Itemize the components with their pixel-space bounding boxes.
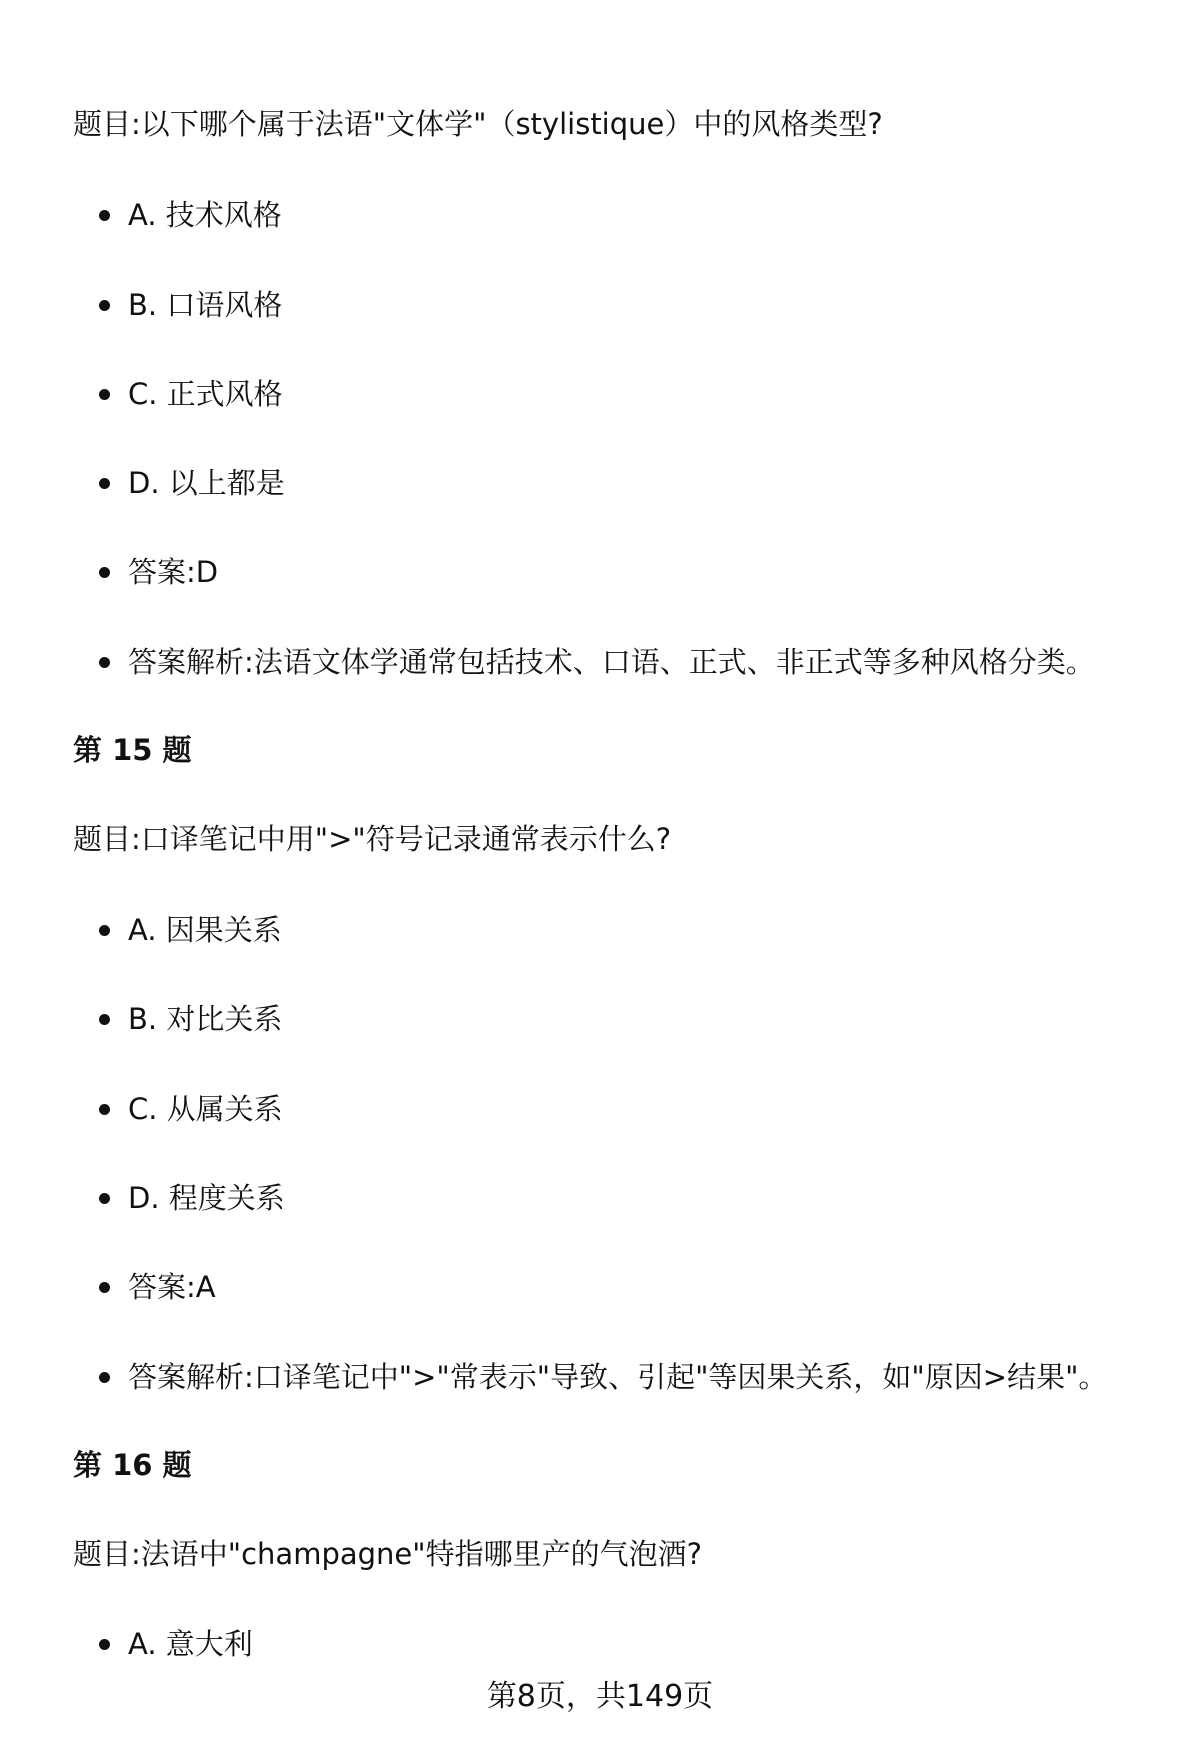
question-heading: 第 15 题 (73, 733, 192, 767)
question-heading: 第 16 题 (73, 1448, 192, 1482)
answer-explanation: 答案解析:法语文体学通常包括技术、口语、正式、非正式等多种风格分类。 (128, 645, 1095, 679)
bullet-icon (99, 1639, 110, 1650)
bullet-icon (99, 210, 110, 221)
option-a: A. 技术风格 (128, 198, 282, 232)
answer: 答案:A (128, 1270, 216, 1304)
bullet-icon (99, 657, 110, 668)
option-a: A. 因果关系 (128, 913, 282, 947)
bullet-icon (99, 478, 110, 489)
bullet-icon (99, 1014, 110, 1025)
bullet-icon (99, 925, 110, 936)
bullet-icon (99, 300, 110, 311)
option-d: D. 程度关系 (128, 1181, 285, 1215)
bullet-icon (99, 1193, 110, 1204)
option-d: D. 以上都是 (128, 466, 285, 500)
answer-explanation: 答案解析:口译笔记中">"常表示"导致、引起"等因果关系，如"原因>结果"。 (128, 1360, 1108, 1394)
answer: 答案:D (128, 555, 219, 589)
question-text: 题目:口译笔记中用">"符号记录通常表示什么? (73, 822, 672, 856)
option-b: B. 口语风格 (128, 288, 283, 322)
bullet-icon (99, 1282, 110, 1293)
question-text: 题目:法语中"champagne"特指哪里产的气泡酒? (73, 1537, 702, 1571)
bullet-icon (99, 1372, 110, 1383)
bullet-icon (99, 1104, 110, 1115)
option-c: C. 从属关系 (128, 1092, 283, 1126)
bullet-icon (99, 389, 110, 400)
bullet-icon (99, 567, 110, 578)
question-text: 题目:以下哪个属于法语"文体学"（stylistique）中的风格类型? (73, 107, 883, 141)
option-b: B. 对比关系 (128, 1002, 283, 1036)
page-indicator: 第8页，共149页 (486, 1679, 714, 1714)
option-c: C. 正式风格 (128, 377, 283, 411)
option-a: A. 意大利 (128, 1627, 253, 1661)
